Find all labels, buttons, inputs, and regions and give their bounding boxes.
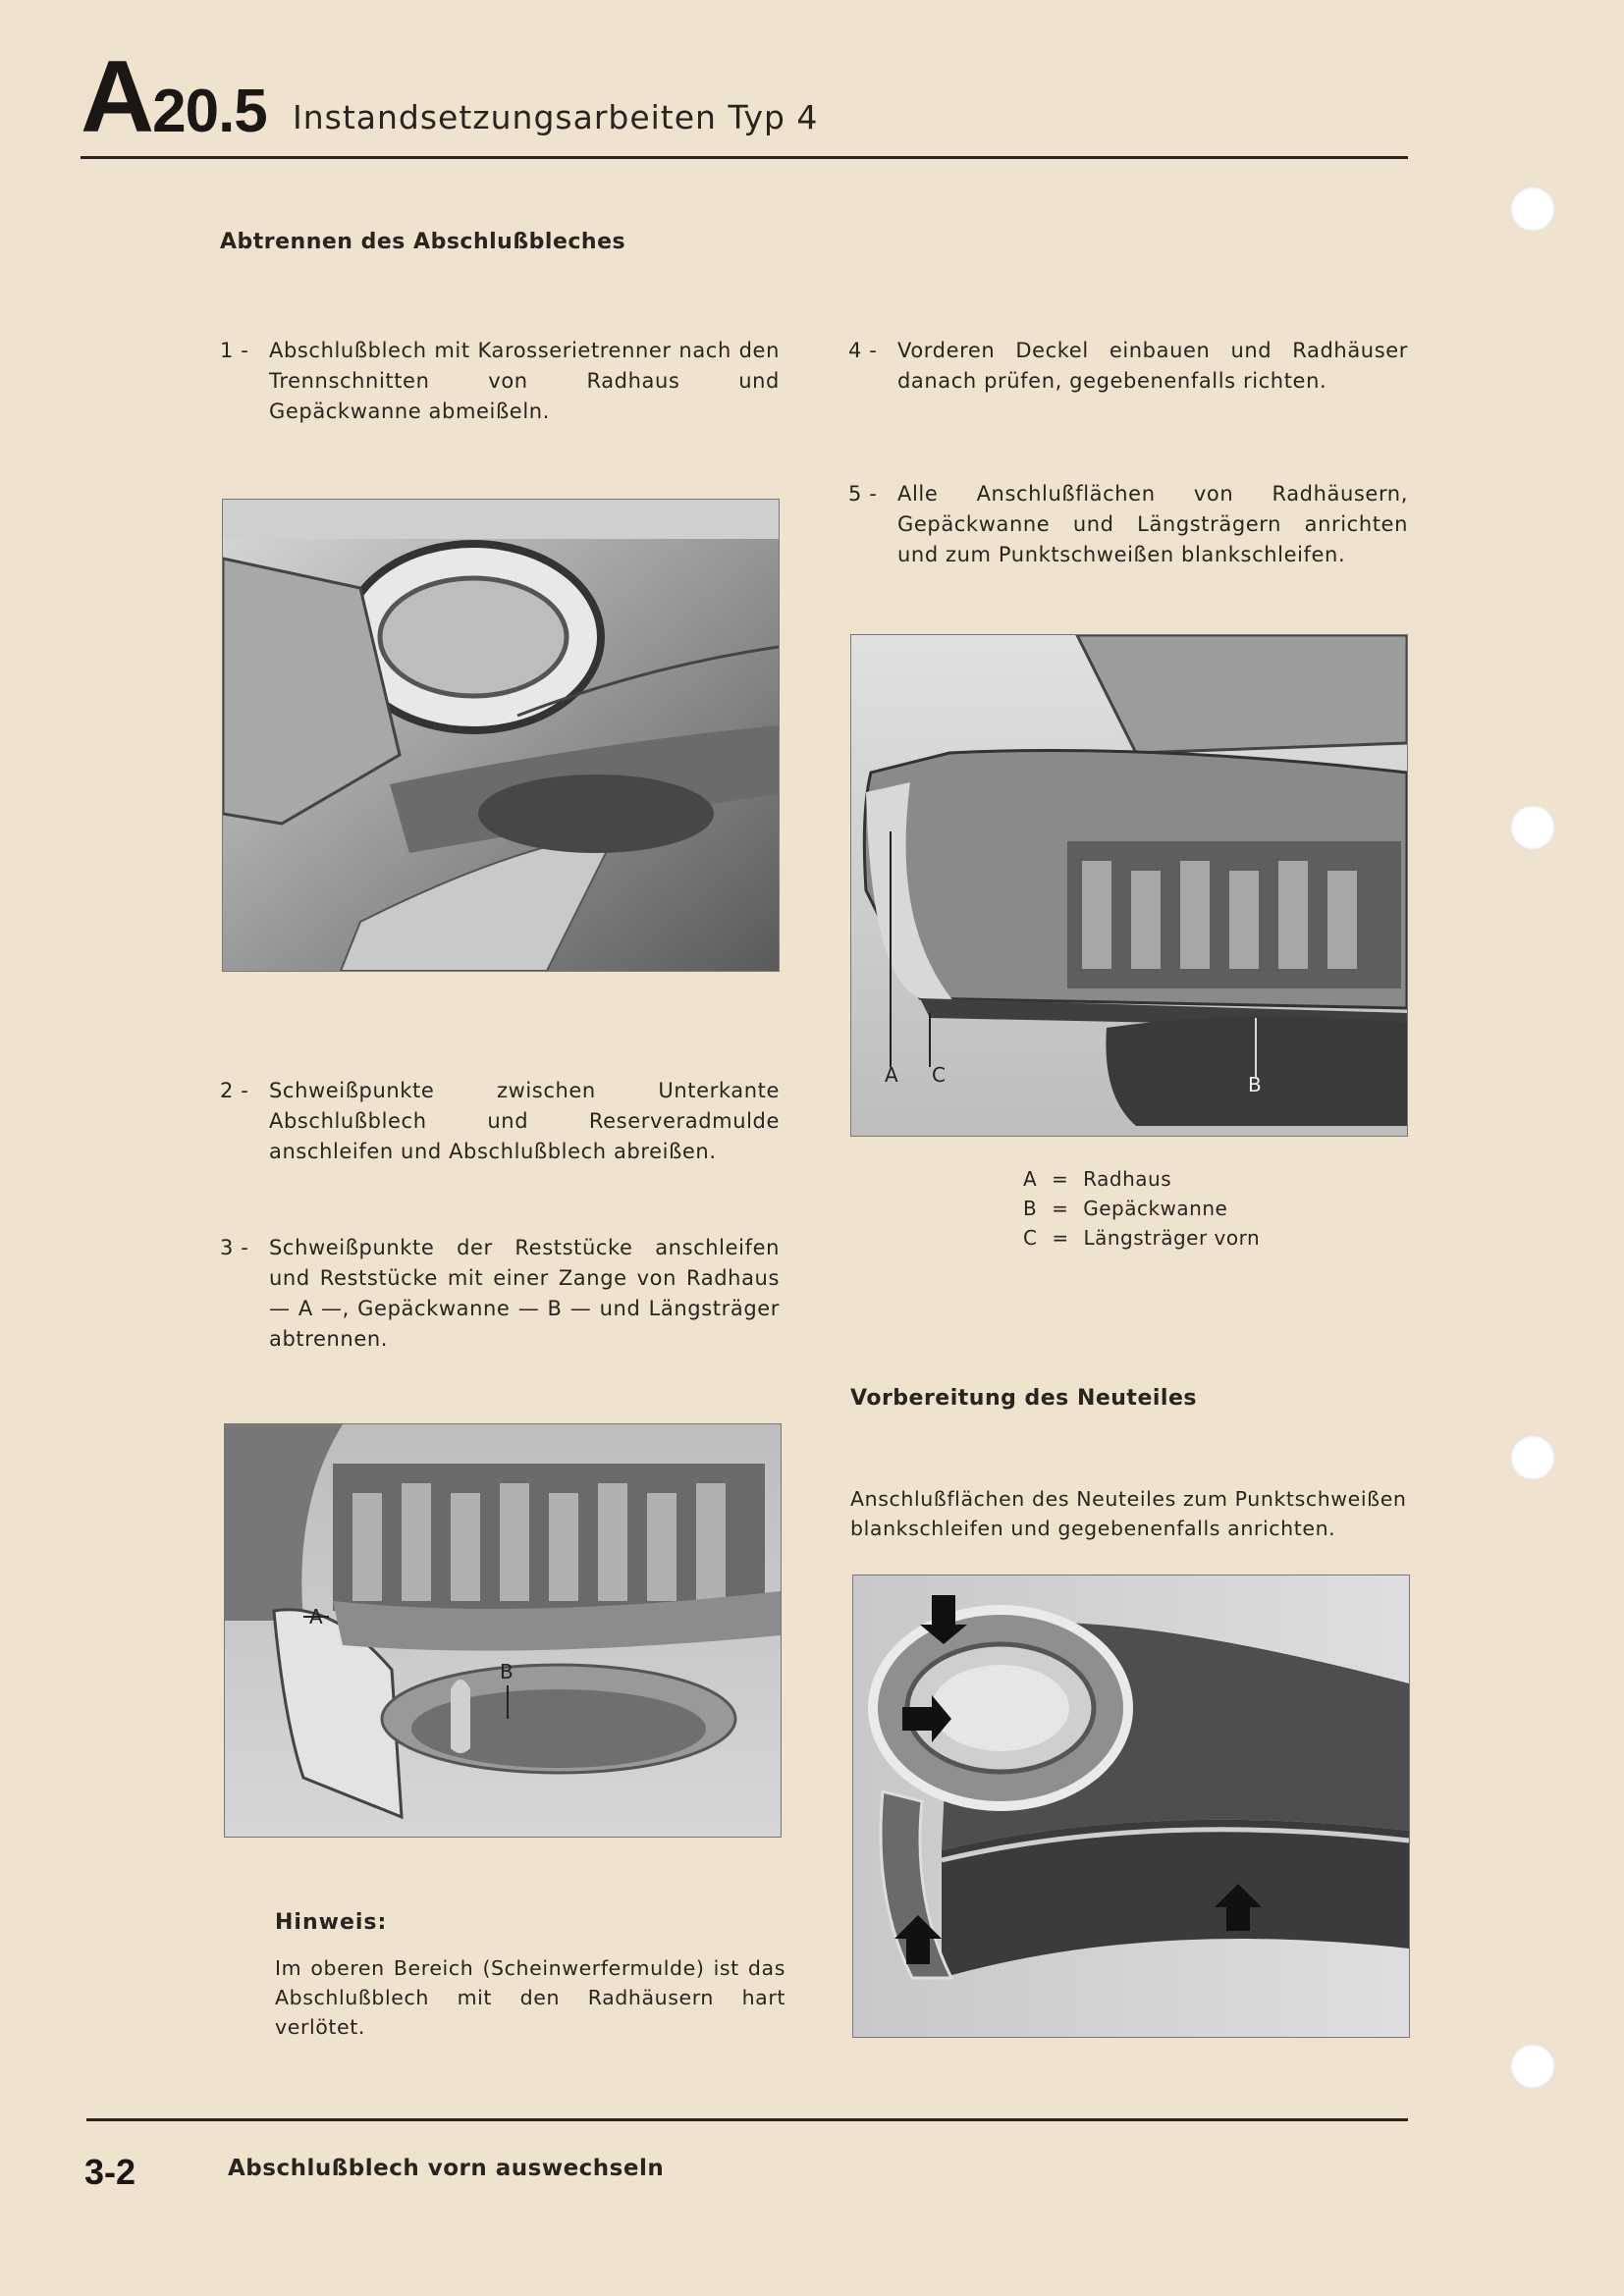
punch-hole [1510,2044,1555,2089]
step-number: 4 - [848,339,878,362]
callout-a: A [885,1063,898,1087]
photo-removed-panel [222,499,780,972]
legend-value: Längsträger vorn [1083,1226,1261,1250]
legend-row [1023,1194,1260,1223]
step-text: Schweißpunkte der Reststücke anschleifen und Reststücke mit einer Zange von Radhaus — A —, Gepäckwanne — B — und Längsträger abtrennen. [269,1236,780,1351]
step-number: 5 - [848,482,878,506]
callout-b: B [1248,1073,1262,1096]
footer-rule [86,2118,1408,2121]
step-text: Alle Anschlußflächen von Radhäusern, Gepäckwanne und Längsträgern anrichten und zum Punktschweißen blankschleifen. [897,482,1408,566]
section-heading-preparation: Vorbereitung des Neuteiles [850,1386,1197,1411]
photo-repair-area [850,634,1408,1137]
step-5 [848,479,1408,570]
legend [1023,1164,1260,1253]
callout-c: C [932,1063,946,1087]
section-code-number: 20.5 [152,78,267,145]
legend-value: Radhaus [1083,1167,1172,1191]
legend-value: Gepäckwanne [1083,1197,1228,1220]
header-rule [81,156,1408,159]
step-text: Vorderen Deckel einbauen und Radhäuser danach prüfen, gegebenenfalls richten. [897,339,1408,393]
legend-key: A [1023,1167,1038,1191]
step-2 [220,1076,780,1167]
punch-hole [1510,187,1555,232]
punch-hole [1510,1435,1555,1480]
section-heading-separation: Abtrennen des Abschlußbleches [220,230,626,254]
legend-row [1023,1164,1260,1194]
step-4 [848,336,1408,397]
legend-equals: = [1052,1226,1069,1250]
section-code [81,39,267,156]
callout-b: B [500,1660,514,1683]
step-number: 3 - [220,1236,249,1259]
legend-equals: = [1052,1197,1069,1220]
legend-equals: = [1052,1167,1069,1191]
step-text: Abschlußblech mit Karosserietrenner nach den Trennschnitten von Radhaus und Gepäckwanne abmeißeln. [269,339,780,423]
legend-key: C [1023,1226,1038,1250]
step-number: 2 - [220,1079,249,1102]
step-1 [220,336,780,427]
preparation-text: Anschlußflächen des Neuteiles zum Punktschweißen blankschleifen und gegebenenfalls anrichten. [850,1487,1407,1540]
note-text: Im oberen Bereich (Scheinwerfermulde) ist das Abschlußblech mit den Radhäusern hart verlötet. [275,1956,785,2039]
photo-new-part [852,1575,1410,2038]
note-heading: Hinweis: [275,1910,388,1935]
footer-title: Abschlußblech vorn auswechseln [228,2156,665,2181]
page-number: 3-2 [84,2152,136,2192]
step-number: 1 - [220,339,249,362]
photo-remnants [224,1423,782,1838]
legend-row [1023,1223,1260,1253]
step-3 [220,1233,780,1355]
step-text: Schweißpunkte zwischen Unterkante Abschlußblech und Reserveradmulde anschleifen und Abschlußblech abreißen. [269,1079,780,1163]
callout-a: A [309,1605,323,1629]
section-code-letter: A [81,40,153,154]
legend-key: B [1023,1197,1038,1220]
page-title: Instandsetzungsarbeiten Typ 4 [293,98,819,136]
punch-hole [1510,805,1555,850]
